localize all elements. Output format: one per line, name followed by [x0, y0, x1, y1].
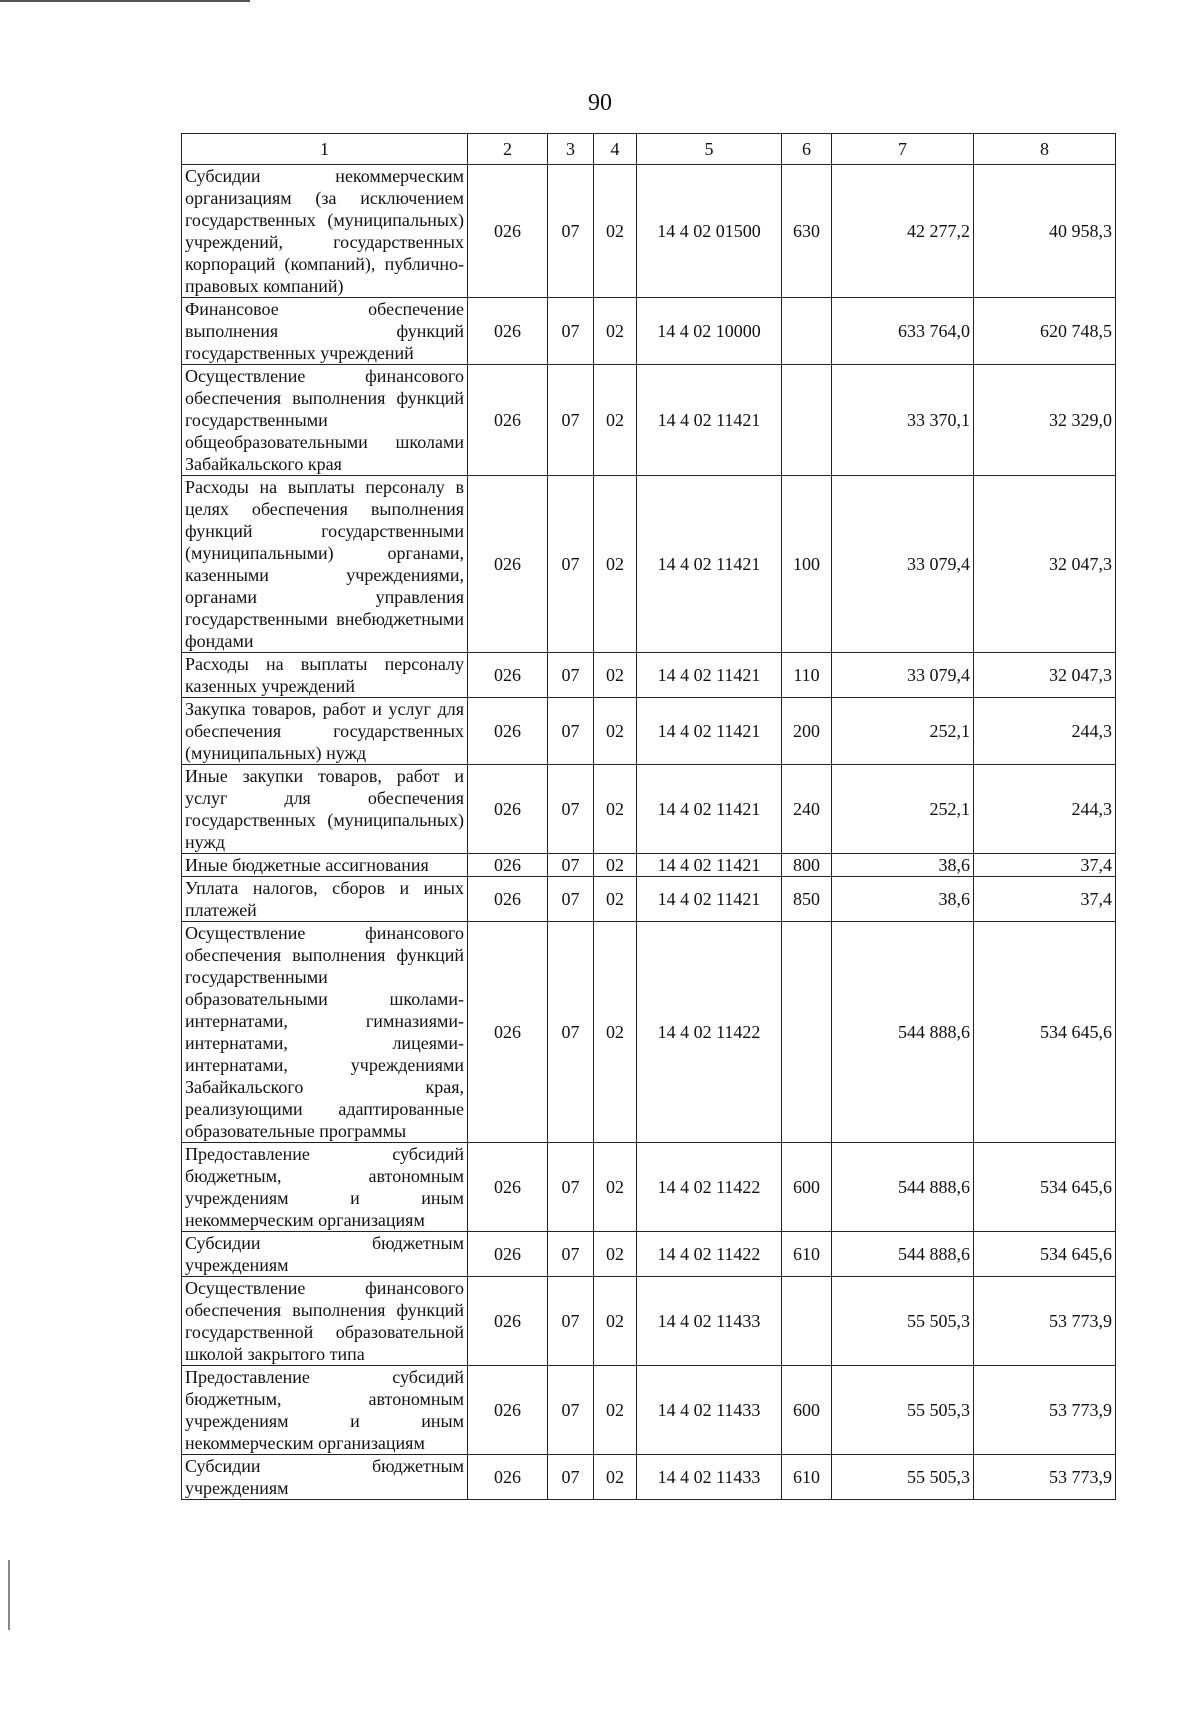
target-article-code: 14 4 02 11421	[637, 854, 782, 877]
target-article-code: 14 4 02 11421	[637, 698, 782, 765]
amount-column-7: 55 505,3	[832, 1277, 974, 1366]
table-row	[182, 165, 1116, 298]
ministry-code: 026	[468, 698, 548, 765]
expense-type-code: 110	[782, 653, 832, 698]
table-row	[182, 1277, 1116, 1366]
ministry-code: 026	[468, 653, 548, 698]
subsection-code: 02	[594, 298, 637, 365]
row-name: Иные бюджетные ассигнования	[182, 854, 468, 877]
section-code: 07	[548, 854, 594, 877]
amount-column-8: 37,4	[974, 877, 1116, 922]
target-article-code: 14 4 02 11421	[637, 877, 782, 922]
ministry-code: 026	[468, 1277, 548, 1366]
row-name: Закупка товаров, работ и услуг для обеспечения государственных (муниципальных) нужд	[182, 698, 468, 765]
expense-type-code: 610	[782, 1232, 832, 1277]
row-name: Осуществление финансового обеспечения выполнения функций государственными общеобразовательными школами Забайкальского края	[182, 365, 468, 476]
target-article-code: 14 4 02 10000	[637, 298, 782, 365]
column-header: 5	[637, 134, 782, 165]
ministry-code: 026	[468, 298, 548, 365]
amount-column-7: 55 505,3	[832, 1455, 974, 1500]
scan-artifact-left	[8, 1560, 10, 1630]
row-name: Финансовое обеспечение выполнения функций государственных учреждений	[182, 298, 468, 365]
section-code: 07	[548, 365, 594, 476]
expense-type-code: 600	[782, 1366, 832, 1455]
target-article-code: 14 4 02 11421	[637, 765, 782, 854]
table-row	[182, 854, 1116, 877]
amount-column-7: 38,6	[832, 877, 974, 922]
amount-column-8: 534 645,6	[974, 1232, 1116, 1277]
expense-type-code: 100	[782, 476, 832, 653]
target-article-code: 14 4 02 11421	[637, 365, 782, 476]
table-row	[182, 698, 1116, 765]
section-code: 07	[548, 1277, 594, 1366]
expense-type-code: 600	[782, 1143, 832, 1232]
row-name: Предоставление субсидий бюджетным, автономным учреждениям и иным некоммерческим организациям	[182, 1366, 468, 1455]
subsection-code: 02	[594, 165, 637, 298]
row-name: Расходы на выплаты персоналу казенных учреждений	[182, 653, 468, 698]
target-article-code: 14 4 02 11421	[637, 653, 782, 698]
row-name: Осуществление финансового обеспечения выполнения функций государственной образовательной школой закрытого типа	[182, 1277, 468, 1366]
section-code: 07	[548, 1366, 594, 1455]
expense-type-code: 240	[782, 765, 832, 854]
ministry-code: 026	[468, 1366, 548, 1455]
amount-column-8: 534 645,6	[974, 1143, 1116, 1232]
section-code: 07	[548, 476, 594, 653]
amount-column-8: 244,3	[974, 765, 1116, 854]
target-article-code: 14 4 02 11422	[637, 1143, 782, 1232]
ministry-code: 026	[468, 765, 548, 854]
section-code: 07	[548, 698, 594, 765]
amount-column-8: 32 329,0	[974, 365, 1116, 476]
section-code: 07	[548, 765, 594, 854]
table-row	[182, 476, 1116, 653]
table-row	[182, 298, 1116, 365]
subsection-code: 02	[594, 476, 637, 653]
ministry-code: 026	[468, 877, 548, 922]
column-header: 7	[832, 134, 974, 165]
ministry-code: 026	[468, 854, 548, 877]
amount-column-7: 38,6	[832, 854, 974, 877]
amount-column-7: 252,1	[832, 698, 974, 765]
column-header: 3	[548, 134, 594, 165]
row-name: Уплата налогов, сборов и иных платежей	[182, 877, 468, 922]
ministry-code: 026	[468, 476, 548, 653]
subsection-code: 02	[594, 1366, 637, 1455]
amount-column-7: 544 888,6	[832, 922, 974, 1143]
subsection-code: 02	[594, 765, 637, 854]
target-article-code: 14 4 02 11433	[637, 1455, 782, 1500]
ministry-code: 026	[468, 165, 548, 298]
subsection-code: 02	[594, 365, 637, 476]
row-name: Осуществление финансового обеспечения выполнения функций государственными образовательными школами-интернатами, гимназиями-интернатами, лицеями-интернатами, учреждениями Забайкальского края, реализующими адаптированные образовательные программы	[182, 922, 468, 1143]
table-row	[182, 922, 1116, 1143]
amount-column-8: 40 958,3	[974, 165, 1116, 298]
section-code: 07	[548, 1455, 594, 1500]
row-name: Расходы на выплаты персоналу в целях обеспечения выполнения функций государственными (муниципальными) органами, казенными учреждениями, органами управления государственными внебюджетными фондами	[182, 476, 468, 653]
section-code: 07	[548, 653, 594, 698]
column-header: 1	[182, 134, 468, 165]
table-row	[182, 1366, 1116, 1455]
amount-column-7: 252,1	[832, 765, 974, 854]
expense-type-code: 800	[782, 854, 832, 877]
amount-column-8: 53 773,9	[974, 1366, 1116, 1455]
section-code: 07	[548, 922, 594, 1143]
table-row	[182, 877, 1116, 922]
amount-column-8: 620 748,5	[974, 298, 1116, 365]
table-row	[182, 1143, 1116, 1232]
row-name: Предоставление субсидий бюджетным, автономным учреждениям и иным некоммерческим организациям	[182, 1143, 468, 1232]
table-row	[182, 365, 1116, 476]
ministry-code: 026	[468, 1232, 548, 1277]
subsection-code: 02	[594, 698, 637, 765]
expense-type-code	[782, 298, 832, 365]
table-row	[182, 653, 1116, 698]
target-article-code: 14 4 02 11422	[637, 922, 782, 1143]
amount-column-7: 33 079,4	[832, 476, 974, 653]
amount-column-8: 244,3	[974, 698, 1116, 765]
subsection-code: 02	[594, 922, 637, 1143]
amount-column-8: 32 047,3	[974, 653, 1116, 698]
ministry-code: 026	[468, 922, 548, 1143]
ministry-code: 026	[468, 1143, 548, 1232]
subsection-code: 02	[594, 854, 637, 877]
target-article-code: 14 4 02 11433	[637, 1277, 782, 1366]
ministry-code: 026	[468, 1455, 548, 1500]
amount-column-8: 534 645,6	[974, 922, 1116, 1143]
column-header: 4	[594, 134, 637, 165]
amount-column-7: 42 277,2	[832, 165, 974, 298]
subsection-code: 02	[594, 1277, 637, 1366]
column-header: 2	[468, 134, 548, 165]
amount-column-7: 544 888,6	[832, 1232, 974, 1277]
amount-column-7: 33 370,1	[832, 365, 974, 476]
section-code: 07	[548, 1232, 594, 1277]
amount-column-8: 32 047,3	[974, 476, 1116, 653]
amount-column-7: 633 764,0	[832, 298, 974, 365]
table-row	[182, 1232, 1116, 1277]
row-name: Субсидии некоммерческим организациям (за исключением государственных (муниципальных) учреждений, государственных корпораций (компаний), публично-правовых компаний)	[182, 165, 468, 298]
expense-type-code: 630	[782, 165, 832, 298]
row-name: Субсидии бюджетным учреждениям	[182, 1232, 468, 1277]
expense-type-code: 200	[782, 698, 832, 765]
amount-column-8: 53 773,9	[974, 1455, 1116, 1500]
target-article-code: 14 4 02 11433	[637, 1366, 782, 1455]
expense-type-code	[782, 1277, 832, 1366]
scan-artifact-top	[0, 0, 250, 2]
subsection-code: 02	[594, 877, 637, 922]
amount-column-7: 33 079,4	[832, 653, 974, 698]
subsection-code: 02	[594, 1143, 637, 1232]
section-code: 07	[548, 298, 594, 365]
row-name: Иные закупки товаров, работ и услуг для обеспечения государственных (муниципальных) нужд	[182, 765, 468, 854]
target-article-code: 14 4 02 11421	[637, 476, 782, 653]
amount-column-7: 544 888,6	[832, 1143, 974, 1232]
expense-type-code: 610	[782, 1455, 832, 1500]
expense-type-code	[782, 922, 832, 1143]
page-number: 90	[588, 90, 612, 116]
target-article-code: 14 4 02 01500	[637, 165, 782, 298]
amount-column-8: 53 773,9	[974, 1277, 1116, 1366]
expense-type-code: 850	[782, 877, 832, 922]
column-header: 8	[974, 134, 1116, 165]
section-code: 07	[548, 1143, 594, 1232]
amount-column-8: 37,4	[974, 854, 1116, 877]
subsection-code: 02	[594, 1455, 637, 1500]
budget-table	[181, 133, 1116, 1500]
subsection-code: 02	[594, 1232, 637, 1277]
subsection-code: 02	[594, 653, 637, 698]
ministry-code: 026	[468, 365, 548, 476]
section-code: 07	[548, 877, 594, 922]
column-header: 6	[782, 134, 832, 165]
section-code: 07	[548, 165, 594, 298]
table-row	[182, 1455, 1116, 1500]
column-number-row	[182, 134, 1116, 165]
amount-column-7: 55 505,3	[832, 1366, 974, 1455]
row-name: Субсидии бюджетным учреждениям	[182, 1455, 468, 1500]
table-row	[182, 765, 1116, 854]
expense-type-code	[782, 365, 832, 476]
target-article-code: 14 4 02 11422	[637, 1232, 782, 1277]
